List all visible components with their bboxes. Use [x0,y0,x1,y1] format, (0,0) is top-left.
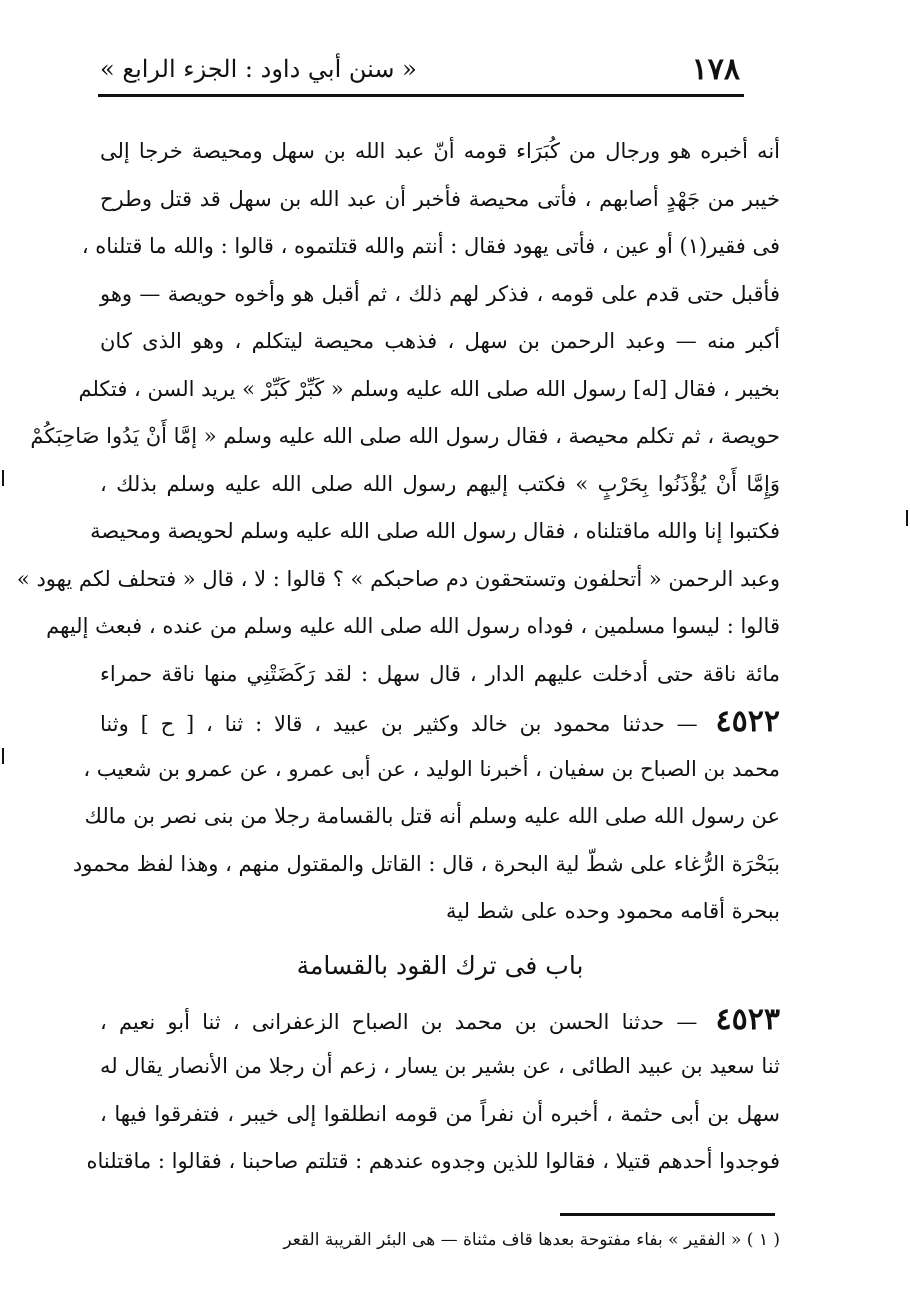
header-rule [98,94,744,97]
footnote-rule [560,1213,775,1216]
page-number: ١٧٨ [691,51,740,87]
hadith-text: — حدثنا محمود بن خالد وكثير بن عبيد ، قالا : ثنا ، [ ح ] وثنا [100,712,698,736]
text-line: سهل بن أبى حثمة ، أخبره أن نفراً من قومه انطلقوا إلى خيبر ، فتفرقوا فيها ، [100,1101,780,1126]
running-title: « سنن أبي داود : الجزء الرابع » [100,55,417,83]
hadith-number: ٤٥٢٢ [715,704,780,739]
hadith-4523-first-line [100,996,780,1044]
hadith-number: ٤٥٢٣ [715,1001,780,1037]
page-header [100,48,740,90]
text-line: مائة ناقة حتى أدخلت عليهم الدار ، قال سهل : لقد رَكَضَتْنِي منها ناقة حمراء [100,661,780,686]
margin-mark [2,748,4,764]
chapter-heading: باب فى ترك القود بالقسامة [296,950,584,980]
text-line: ببحرة أقامه محمود وحده على شط لية [446,899,780,923]
text-line: بخيبر ، فقال [له] رسول الله صلى الله عليه وسلم « كَبِّرْ كَبِّرْ » يريد السن ، فتكلم [78,376,780,401]
text-line: ثنا سعيد بن عبيد الطائى ، عن بشير بن يسار ، زعم أن رجلا من الأنصار يقال له [100,1054,780,1078]
text-line: قالوا : ليسوا مسلمين ، فوداه رسول الله صلى الله عليه وسلم من عنده ، فبعث إليهم [46,614,780,638]
text-line: وَإِمَّا أَنْ يُؤْذَنُوا بِحَرْبٍ » فكتب إليهم رسول الله صلى الله عليه وسلم بذلك ، [100,471,780,496]
main-text [16,128,780,1186]
margin-mark [2,470,4,486]
footnote: ( ١ ) « الفقير » بفاء مفتوحة بعدها قاف مثناة — هى البئر القريبة القعر [283,1230,780,1250]
text-line: خيبر من جَهْدٍ أصابهم ، فأتى محيصة فأخبر أن عبد الله بن سهل قد قتل وطرح [100,186,780,211]
text-line: حويصة ، ثم تكلم محيصة ، فقال رسول الله صلى الله عليه وسلم « إمَّا أَنْ يَدُوا صَاحِبَكُمْ [30,424,780,448]
text-line: ببَحْرَة الرُّغاء على شطّ لية البحرة ، قال : القاتل والمقتول منهم ، وهذا لفظ محمود [72,851,780,876]
text-line: أكبر منه — وعبد الرحمن بن سهل ، فذهب محيصة ليتكلم ، وهو الذى كان [100,329,780,353]
text-line: فأقبل حتى قدم على قومه ، فذكر لهم ذلك ، ثم أقبل هو وأخوه حويصة — وهو [100,281,780,306]
hadith-4522-first-line [100,698,780,746]
hadith-text: — حدثنا الحسن بن محمد بن الصباح الزعفرانى ، ثنا أبو نعيم ، [100,1009,698,1034]
text-line: محمد بن الصباح بن سفيان ، أخبرنا الوليد ، عن أبى عمرو ، عن عمرو بن شعيب ، [83,756,780,781]
text-line: أنه أخبره هو ورجال من كُبَرَاء قومه أنّ عبد الله بن سهل ومحيصة خرجا إلى [100,139,780,163]
text-line: فوجدوا أحدهم قتيلا ، فقالوا للذين وجدوه عندهم : قتلتم صاحبنا ، فقالوا : ماقتلناه [86,1149,780,1173]
margin-mark [906,510,908,526]
text-line: عن رسول الله صلى الله عليه وسلم أنه قتل بالقسامة رجلا من بنى نصر بن مالك [84,804,780,828]
text-line: فكتبوا إنا والله ماقتلناه ، فقال رسول الله صلى الله عليه وسلم لحويصة ومحيصة [90,519,780,543]
text-line: فى فقير(١) أو عين ، فأتى يهود فقال : أنتم والله قتلتموه ، قالوا : والله ما قتلناه ، [81,234,780,258]
text-line: وعبد الرحمن « أتحلفون وتستحقون دم صاحبكم » ؟ قالوا : لا ، قال « فتحلف لكم يهود » [16,566,780,591]
